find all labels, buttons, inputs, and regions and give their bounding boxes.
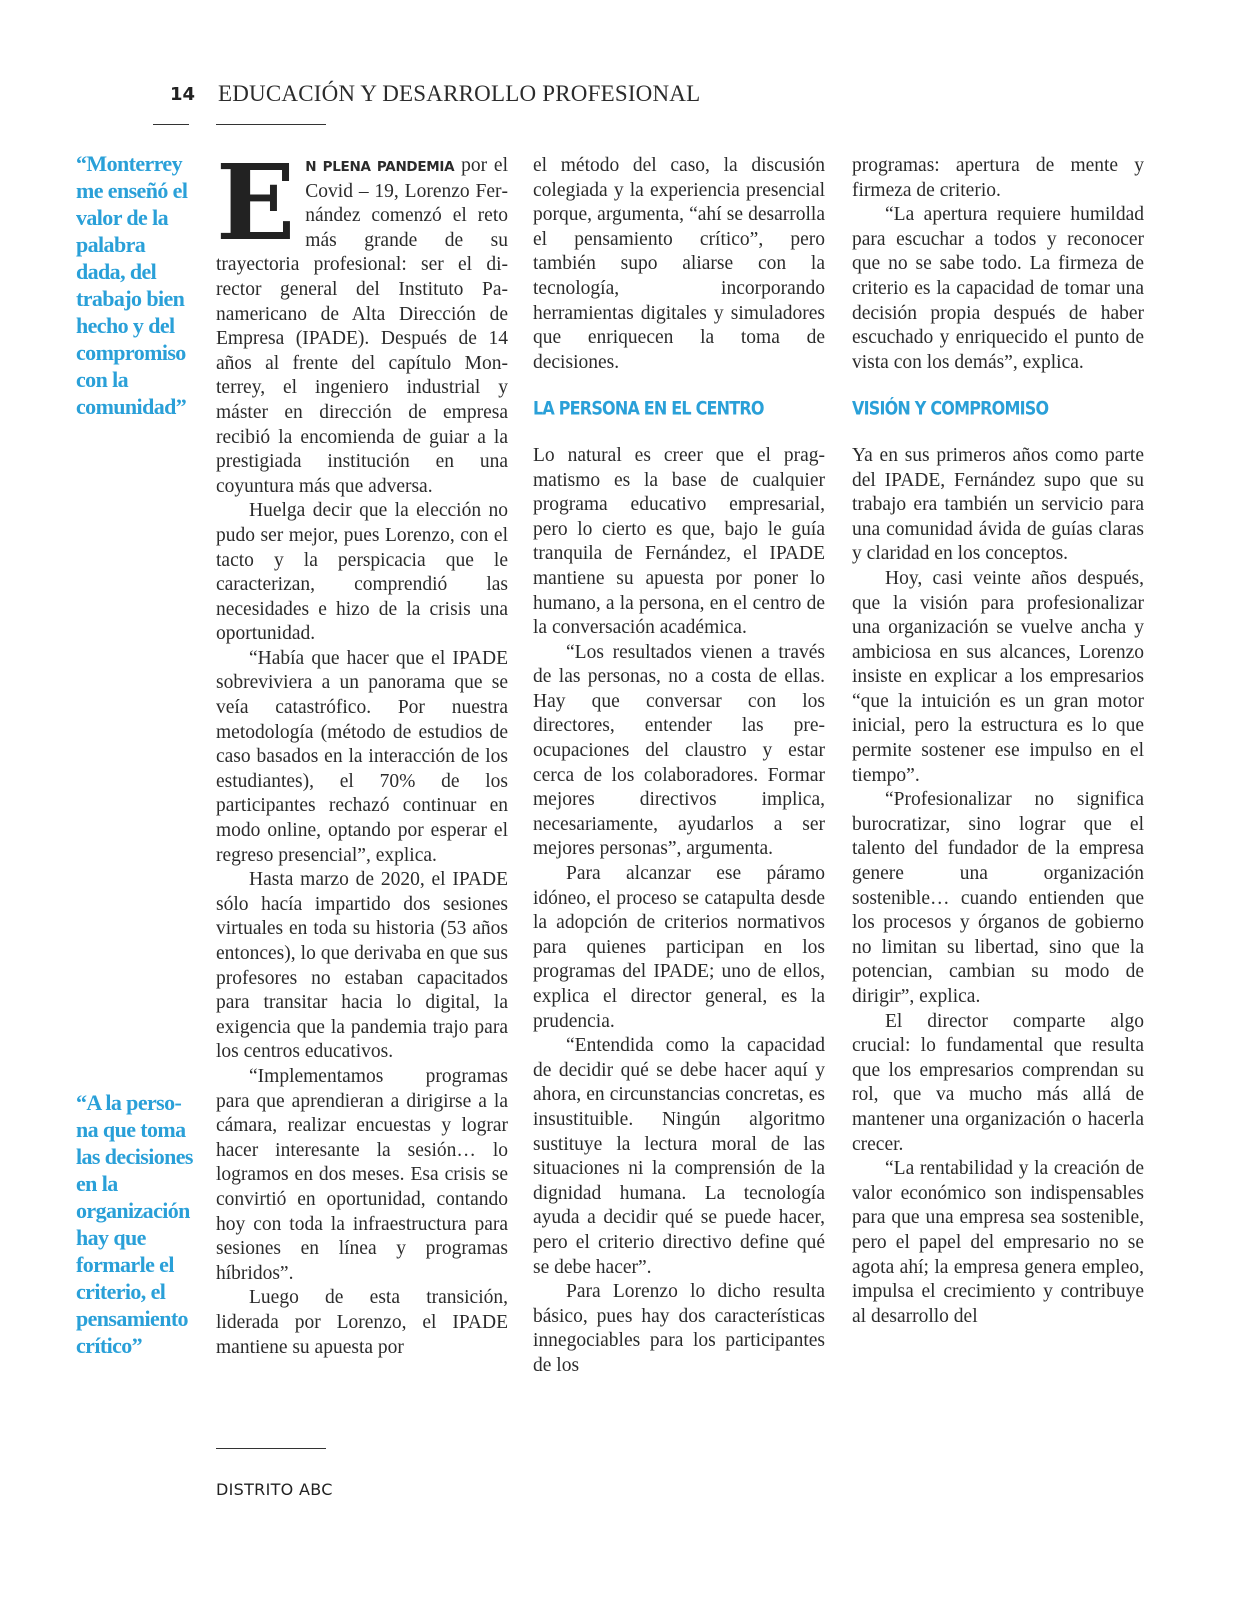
- paragraph: Ya en sus primeros años como parte del IPADE, Fernández supo que su trabajo era también un servicio para una comunidad ávida de guías claras y claridad en los conceptos.: [852, 444, 1144, 565]
- paragraph: “Entendida como la capacidad de decidir qué se debe hacer aquí y ahora, en circunstancias concretas, es insustituible. Ningún algoritmo sustituye la lectura moral de las situaciones ni la comprensión de la dignidad humana. La tecnología ayuda a decidir qué se puede hacer, pero el criterio directivo define qué se debe hacer”.: [533, 1035, 825, 1278]
- section-title: EDUCACIÓN Y DESARROLLO PROFESIONAL: [218, 81, 701, 106]
- paragraph: Hasta marzo de 2020, el IPADE sólo hacía impartido dos sesiones virtuales en toda su historia (53 años entonces), lo que derivaba en que sus profesores no estaban capacitados para transitar hacia lo digital, la exigencia que la pandemia trajo para los centros educativos.: [216, 869, 508, 1063]
- paragraph: Huelga decir que la elección no pudo ser mejor, pues Lorenzo, con el tacto y la perspicacia que le caracterizan, comprendió las necesidades e hizo de la crisis una oportunidad.: [216, 500, 508, 645]
- subheading-persona: LA PERSONA EN EL CENTRO: [533, 397, 764, 420]
- page-number: 14: [170, 84, 196, 105]
- subheading-vision: VISIÓN Y COMPROMISO: [852, 397, 1049, 420]
- lead-in: N PLENA PANDEMIA: [305, 159, 455, 175]
- paragraph: Para Lorenzo lo dicho resulta básico, pues hay dos características innegociables para los participantes de los: [533, 1281, 825, 1376]
- paragraph: El director comparte algo crucial: lo fundamental que resulta que los empresarios comprendan su rol, que va mucho más allá de mantener una organización o hacerla crecer.: [852, 1010, 1144, 1155]
- paragraph: programas: apertura de mente y firmeza de criterio.: [852, 155, 1144, 201]
- paragraph: Luego de esta transición, liderada por Lorenzo, el IPADE mantiene su apuesta por: [216, 1287, 508, 1358]
- pull-quote-bottom: “A la persona que toma las decisiones en la organización hay que formarle el criterio, el pensamiento crítico”: [76, 1090, 193, 1358]
- paragraph: Hoy, casi veinte años después, que la visión para profesionalizar una organización se vuelve ancha y ambiciosa en sus alcances, Lorenzo insiste en explicar a los empresarios “que la intuición es un gran motor inicial, pero la estructura es lo que permite sostener ese impulso en el tiempo”.: [852, 567, 1144, 786]
- paragraph: “Implementamos programas para que aprendieran a dirigirse a la cámara, realizar encuestas y lograr hacer interesante la sesión… lo logramos en dos meses. Esa crisis se convirtió en oportunidad, contando hoy con toda la infraestructura para sesiones en línea y programas híbridos”.: [216, 1065, 508, 1284]
- article-column-1: [216, 154, 508, 1454]
- paragraph: Lo natural es creer que el pragmatismo es la base de cualquier programa educativo empresarial, pero lo cierto es que, bajo le guía tranquila de Fernández, el IPADE mantiene su apuesta por poner lo humano, a la persona, en el centro de la conversación académica.: [533, 444, 825, 639]
- article-lead-paragraph: [216, 154, 508, 499]
- paragraph: el método del caso, la discusión colegiada y la experiencia presencial porque, argumenta, “ahí se desarrolla el pensamiento crítico”, pero también supo aliarse con la tecnología, incorporando herramientas digitales y simuladores que enriquecen la toma de decisiones.: [533, 155, 825, 373]
- paragraph: “La rentabilidad y la creación de valor económico son indispensables para que una empresa sea sostenible, pero el papel del empresario no se agota ahí; la empresa genera empleo, impulsa el crecimiento y contribuye al desarrollo del: [852, 1158, 1144, 1327]
- paragraph: “Profesionalizar no significa burocratizar, sino lograr que el talento del fundador de la empresa genere una organización sostenible… cuando entienden que los procesos y órganos de gobierno no limitan su libertad, sino que la potencian, cambian su modo de dirigir”, explica.: [852, 789, 1144, 1007]
- drop-cap: E: [216, 154, 296, 264]
- paragraph: Para alcanzar ese páramo idóneo, el proceso se catapulta desde la adopción de criterios normativos para quienes participan en los programas del IPADE; uno de ellos, explica el director general, es la prudencia.: [533, 863, 825, 1032]
- header-rule: [216, 124, 326, 125]
- publication-name: DISTRITO ABC: [216, 1480, 333, 1499]
- footer-rule: [216, 1448, 326, 1449]
- left-rule: [153, 124, 189, 125]
- paragraph: “La apertura requiere humildad para escuchar a todos y reconocer que no se sabe todo. La firmeza de criterio es la capacidad de tomar una decisión propia después de haber escuchado y enriquecido el punto de vista con los demás”, explica.: [852, 204, 1144, 373]
- pull-quote-top: “Monterrey me enseñó el valor de la palabra dada, del trabajo bien hecho y del compromiso con la comunidad”: [76, 151, 188, 419]
- paragraph: “Había que hacer que el IPADE sobreviviera a un panorama que se veía catastrófico. Por nuestra metodología (método de estudios de caso basados en la interacción de los estudiantes), el 70% de los participantes rechazó continuar en modo online, optando por esperar el regreso presencial”, explica.: [216, 647, 508, 866]
- paragraph: “Los resultados vienen a través de las personas, no a costa de ellas. Hay que conversar con los directores, entender las preocupaciones del claustro y estar cerca de los colaboradores. Formar mejores directivos implica, necesariamente, ayudarlos a ser mejores personas”, argumenta.: [533, 641, 825, 860]
- article-column-2: [533, 154, 825, 1454]
- article-column-3: [852, 154, 1144, 1454]
- lead-text: por el Covid – 19, Lorenzo Fernández comenzó el reto más grande de su trayectoria profesional: ser el director general del Instituto Panamericano de Alta Dirección de Empresa (IPADE). Después de 14 años al frente del capítulo Monterrey, el ingeniero industrial y máster en dirección de empresa recibió la encomienda de guiar a la prestigiada institución en una coyuntura más que adversa.: [216, 155, 508, 497]
